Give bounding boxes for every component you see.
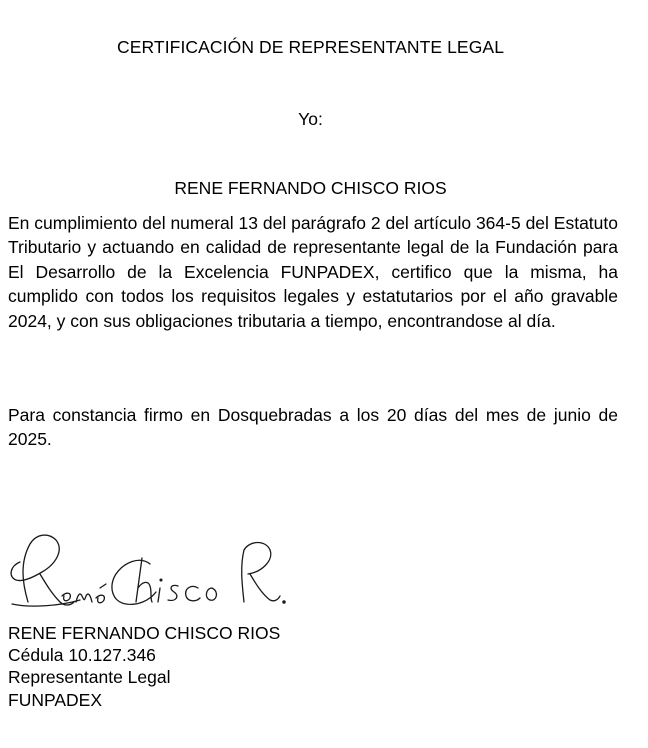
certification-paragraph: En cumplimiento del numeral 13 del parágrafo 2 del artículo 364-5 del Estatuto Tributario y actuando en calidad de representante legal de la Fundación para El Desarrollo de la Excelencia FUNPADEX, certifico que la misma, ha cumplido con todos los requisitos legales y estatutarios por el año gravable 2024, y con sus obligaciones tributaria a tiempo, encontrandose al día. <box>8 213 618 331</box>
signatory-name: RENE FERNANDO CHISCO RIOS <box>8 623 281 643</box>
signatory-id: Cédula 10.127.346 <box>8 645 156 666</box>
salutation: Yo: <box>298 109 323 129</box>
document-title: CERTIFICACIÓN DE REPRESENTANTE LEGAL <box>116 37 505 57</box>
signatory-organization: FUNPADEX <box>8 689 102 710</box>
signatory-block <box>8 622 280 711</box>
signatory-role: Representante Legal <box>8 667 171 688</box>
signing-statement-paragraph: Para constancia firmo en Dosquebradas a los 20 días del mes de junio de 2025. <box>8 405 618 450</box>
handwritten-signature <box>0 522 300 622</box>
declarant-name: RENE FERNANDO CHISCO RIOS <box>174 178 447 198</box>
